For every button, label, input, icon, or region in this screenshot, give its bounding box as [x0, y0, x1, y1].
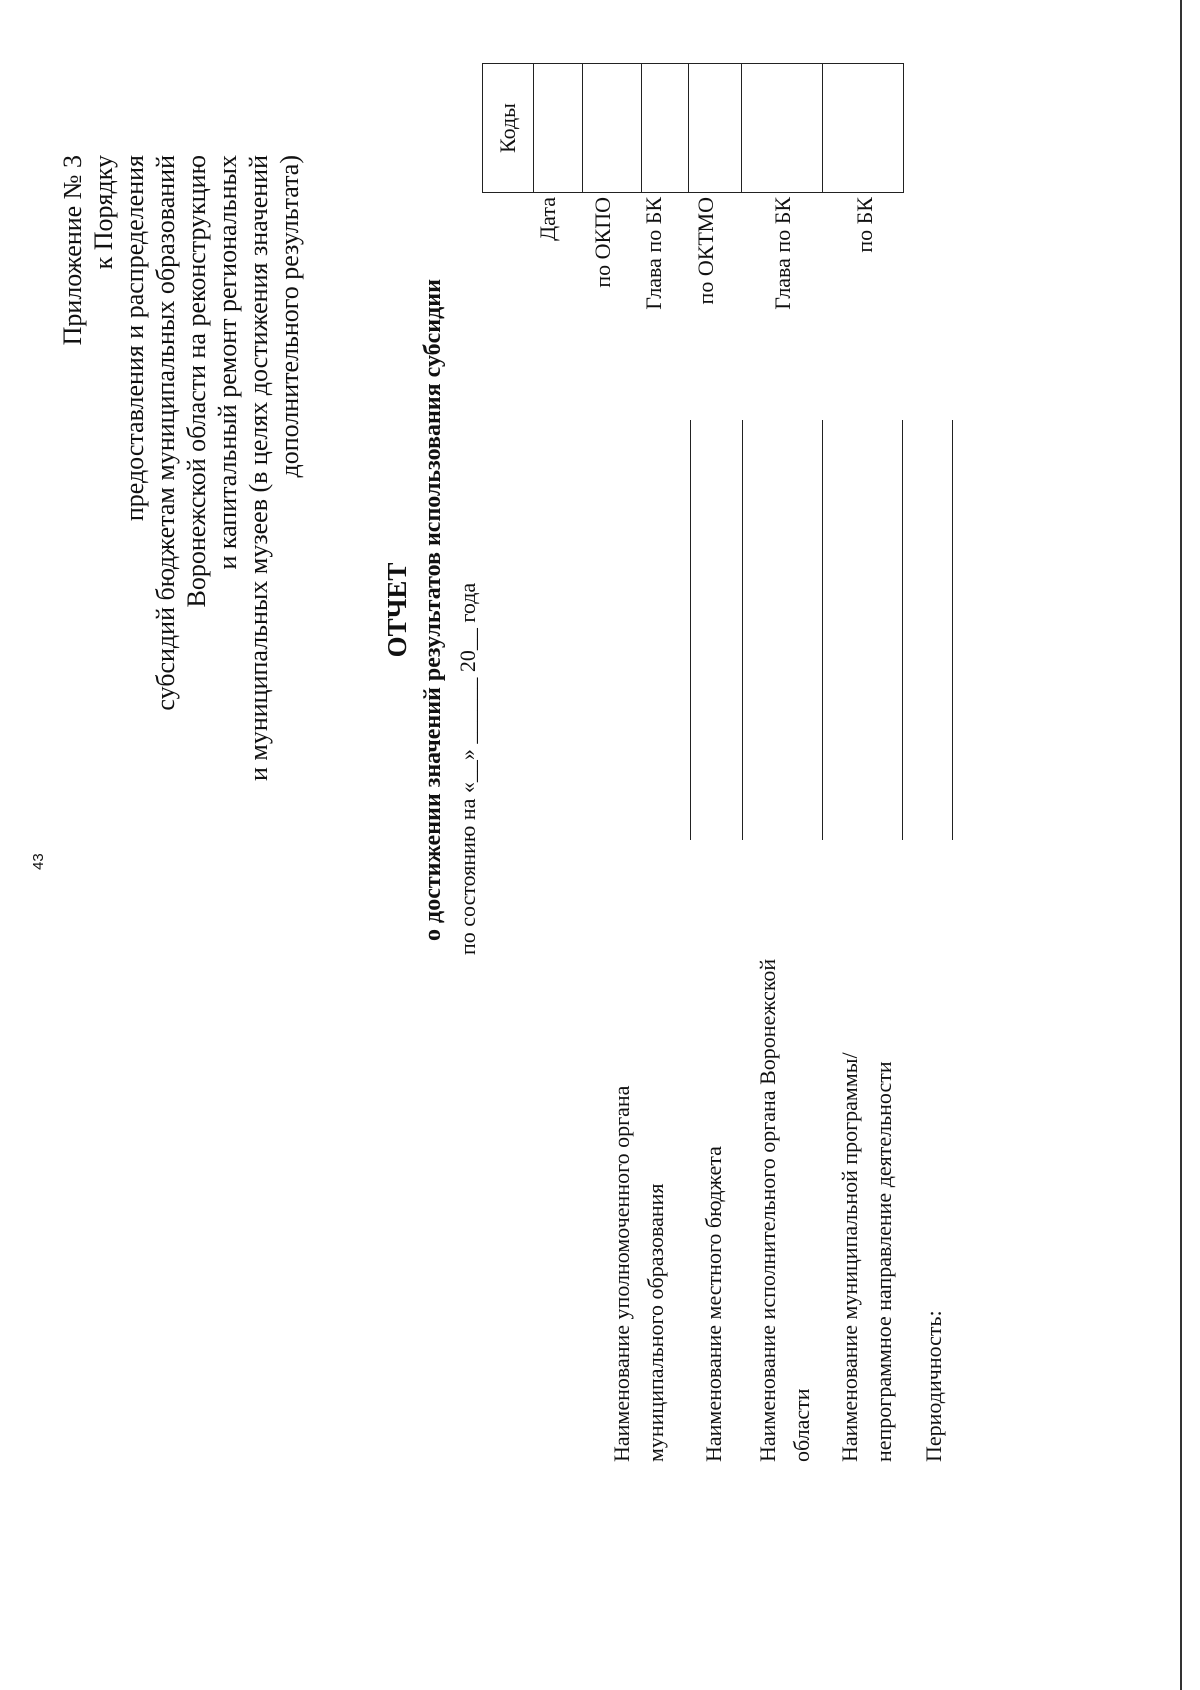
code-label-glava-2: Глава по БК	[770, 197, 795, 310]
codes-table-header: Коды	[483, 64, 534, 193]
code-label-okpo: по ОКПО	[590, 197, 615, 288]
appendix-line-5: Воронежской области на реконструкцию	[182, 155, 211, 608]
scan-edge-rule	[1180, 0, 1182, 1690]
report-title: ОТЧЕТ	[382, 562, 412, 658]
appendix-line-3: предоставления и распределения	[120, 155, 149, 522]
field-1-underline[interactable]	[690, 420, 691, 840]
field-3-underline[interactable]	[822, 420, 823, 840]
report-subtitle: о достижении значений результатов использования субсидии	[420, 279, 446, 941]
code-label-glava-1: Глава по БК	[641, 197, 666, 310]
code-label-oktmo: по ОКТМО	[693, 197, 718, 305]
appendix-line-1: Приложение № 3	[58, 155, 87, 346]
field-4-line1: Наименование муниципальной программы/	[837, 1052, 862, 1462]
code-cell-oktmo[interactable]	[689, 64, 742, 193]
appendix-line-4: субсидий бюджетам муниципальных образований	[151, 155, 180, 711]
code-label-bk: по БК	[852, 197, 877, 253]
appendix-line-2: к Порядку	[89, 155, 118, 270]
field-2-line1: Наименование местного бюджета	[701, 1146, 726, 1462]
code-cell-okpo[interactable]	[583, 64, 642, 193]
field-4-line2: непрограммное направление деятельности	[871, 1061, 896, 1462]
field-5-line1: Периодичность:	[921, 1310, 946, 1462]
field-3-line1: Наименование исполнительного органа Воронежской	[755, 958, 780, 1462]
field-3-line2: области	[789, 1388, 814, 1462]
code-cell-bk[interactable]	[823, 64, 904, 193]
code-label-date: Дата	[535, 197, 560, 241]
field-5-underline[interactable]	[952, 420, 953, 840]
code-cell-glava-2[interactable]	[742, 64, 823, 193]
field-4-underline[interactable]	[902, 420, 903, 840]
codes-table	[482, 63, 904, 193]
appendix-line-6: и капитальный ремонт региональных	[213, 155, 242, 570]
report-as-of: по состоянию на «__» ______ 20__ года	[455, 582, 480, 955]
code-cell-date[interactable]	[534, 64, 583, 193]
field-1-line2: муниципального образования	[643, 1183, 668, 1462]
field-1-line1: Наименование уполномоченного органа	[609, 1085, 634, 1462]
page-number: 43	[30, 853, 47, 870]
field-2-underline[interactable]	[742, 420, 743, 840]
code-cell-glava-1[interactable]	[642, 64, 689, 193]
appendix-line-7: и муниципальных музеев (в целях достижения значений	[244, 155, 273, 782]
appendix-line-8: дополнительного результата)	[275, 155, 304, 478]
appendix-block	[0, 155, 360, 1690]
